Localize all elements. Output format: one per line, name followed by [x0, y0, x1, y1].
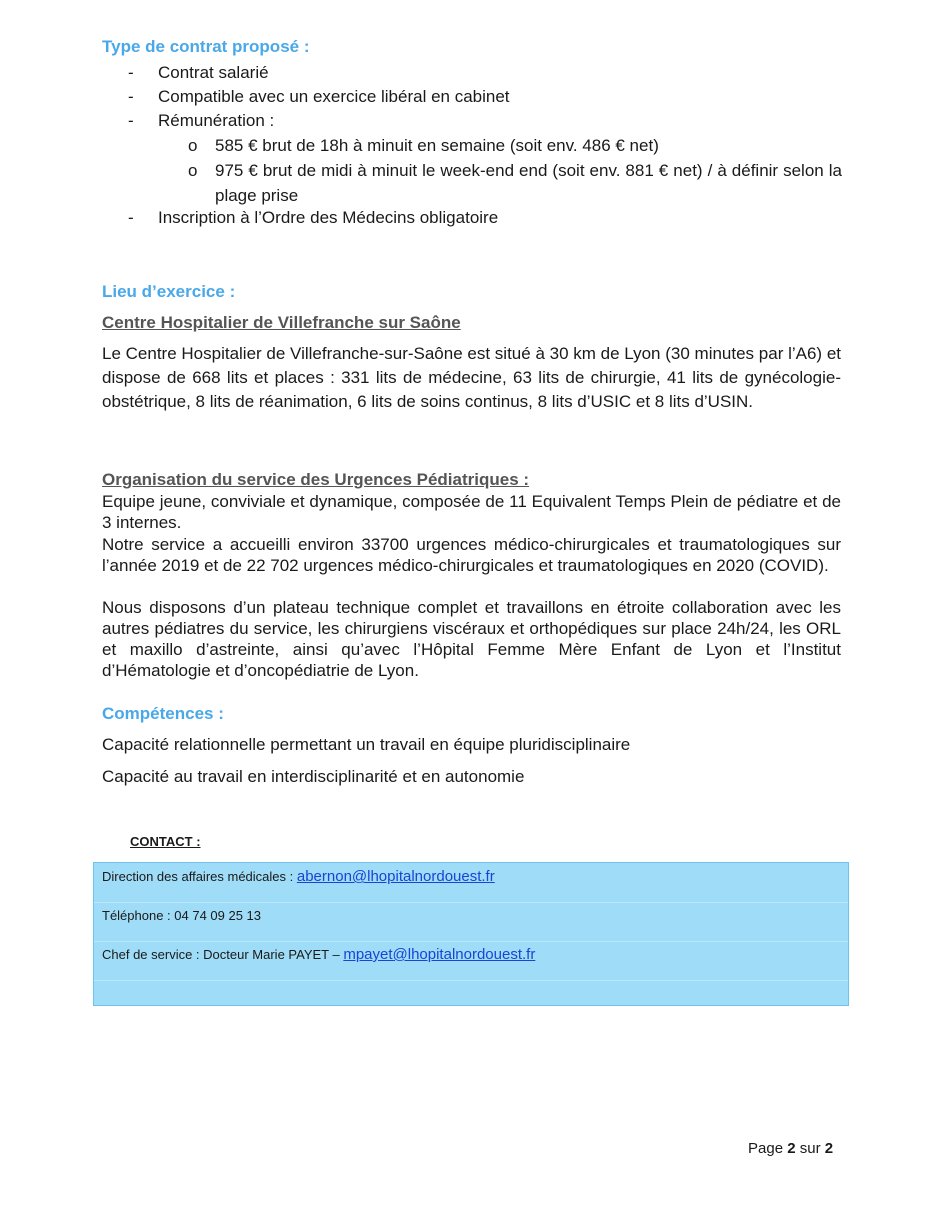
dash-bullet: -	[128, 111, 134, 130]
hospital-title: Centre Hospitalier de Villefranche sur Saône	[102, 313, 461, 332]
contract-item	[128, 85, 510, 109]
contract-item-text: Compatible avec un exercice libéral en cabinet	[158, 87, 510, 106]
circle-bullet: o	[188, 136, 198, 155]
contract-heading: Type de contrat proposé :	[102, 37, 310, 56]
remuneration-sub-item	[188, 133, 842, 158]
circle-bullet: o	[188, 161, 198, 180]
page-number: 2	[787, 1140, 796, 1157]
page-footer	[748, 1140, 833, 1157]
chief-label: Chef de service : Docteur Marie PAYET –	[102, 947, 344, 962]
page-sep: sur	[799, 1140, 821, 1157]
dash-bullet: -	[128, 63, 134, 82]
contact-direction	[102, 868, 842, 885]
contract-item-text: Inscription à l’Ordre des Médecins obligatoire	[158, 208, 499, 227]
sub-item-text: 585 € brut de 18h à minuit en semaine (soit env. 486 € net)	[215, 136, 659, 155]
contract-item-text: Rémunération :	[158, 111, 275, 130]
remuneration-sub-item	[188, 158, 842, 208]
page-total: 2	[824, 1140, 834, 1157]
row-divider	[94, 980, 848, 981]
organisation-paragraph: Equipe jeune, conviviale et dynamique, composée de 11 Equivalent Temps Plein de pédiatre et de 3 internes.	[102, 492, 841, 532]
chief-email-link[interactable]: mpayet@lhopitalnordouest.fr	[343, 946, 536, 963]
row-divider	[94, 941, 848, 942]
contact-phone: Téléphone : 04 74 09 25 13	[102, 908, 262, 923]
contact-box	[93, 862, 849, 1006]
location-heading: Lieu d’exercice :	[102, 282, 236, 301]
organisation-paragraph: Notre service a accueilli environ 33700 urgences médico-chirurgicales et traumatologiques sur l’année 2019 et de 22 702 urgences médico-chirurgicales et traumatologiques en 2020 (COVID).	[102, 535, 841, 575]
contract-item	[128, 61, 269, 85]
organisation-title: Organisation du service des Urgences Pédiatriques :	[102, 470, 530, 489]
hospital-description: Le Centre Hospitalier de Villefranche-sur-Saône est situé à 30 km de Lyon (30 minutes par l’A6) et dispose de 668 lits et places : 331 lits de médecine, 63 lits de chirurgie, 41 lits de gynécologie-obstétrique, 8 lits de réanimation, 6 lits de soins continus, 8 lits d’USIC et 8 lits d’USIN.	[102, 344, 841, 411]
direction-email-link[interactable]: abernon@lhopitalnordouest.fr	[296, 868, 495, 885]
contract-item	[128, 109, 274, 133]
contact-label: CONTACT :	[130, 834, 201, 849]
row-divider	[94, 902, 848, 903]
dash-bullet: -	[128, 87, 134, 106]
contact-chief	[102, 946, 842, 963]
organisation-paragraph: Nous disposons d’un plateau technique complet et travaillons en étroite collaboration avec les autres pédiatres du service, les chirurgiens viscéraux et orthopédiques sur place 24h/24, les ORL et maxillo d’astreinte, ainsi qu’avec l’Hôpital Femme Mère Enfant de Lyon et l’Institut d’Hématologie et d’oncopédiatrie de Lyon.	[102, 598, 841, 680]
contract-item-text: Contrat salarié	[158, 63, 269, 82]
skill-item: Capacité relationnelle permettant un travail en équipe pluridisciplinaire	[102, 735, 631, 754]
dash-bullet: -	[128, 208, 134, 227]
skill-item: Capacité au travail en interdisciplinarité et en autonomie	[102, 767, 525, 786]
skills-heading: Compétences :	[102, 704, 224, 723]
page-word: Page	[748, 1140, 784, 1157]
sub-item-text: 975 € brut de midi à minuit le week-end end (soit env. 881 € net) / à définir selon la plage prise	[215, 161, 842, 205]
contract-item	[128, 206, 498, 230]
direction-label: Direction des affaires médicales :	[102, 869, 297, 884]
